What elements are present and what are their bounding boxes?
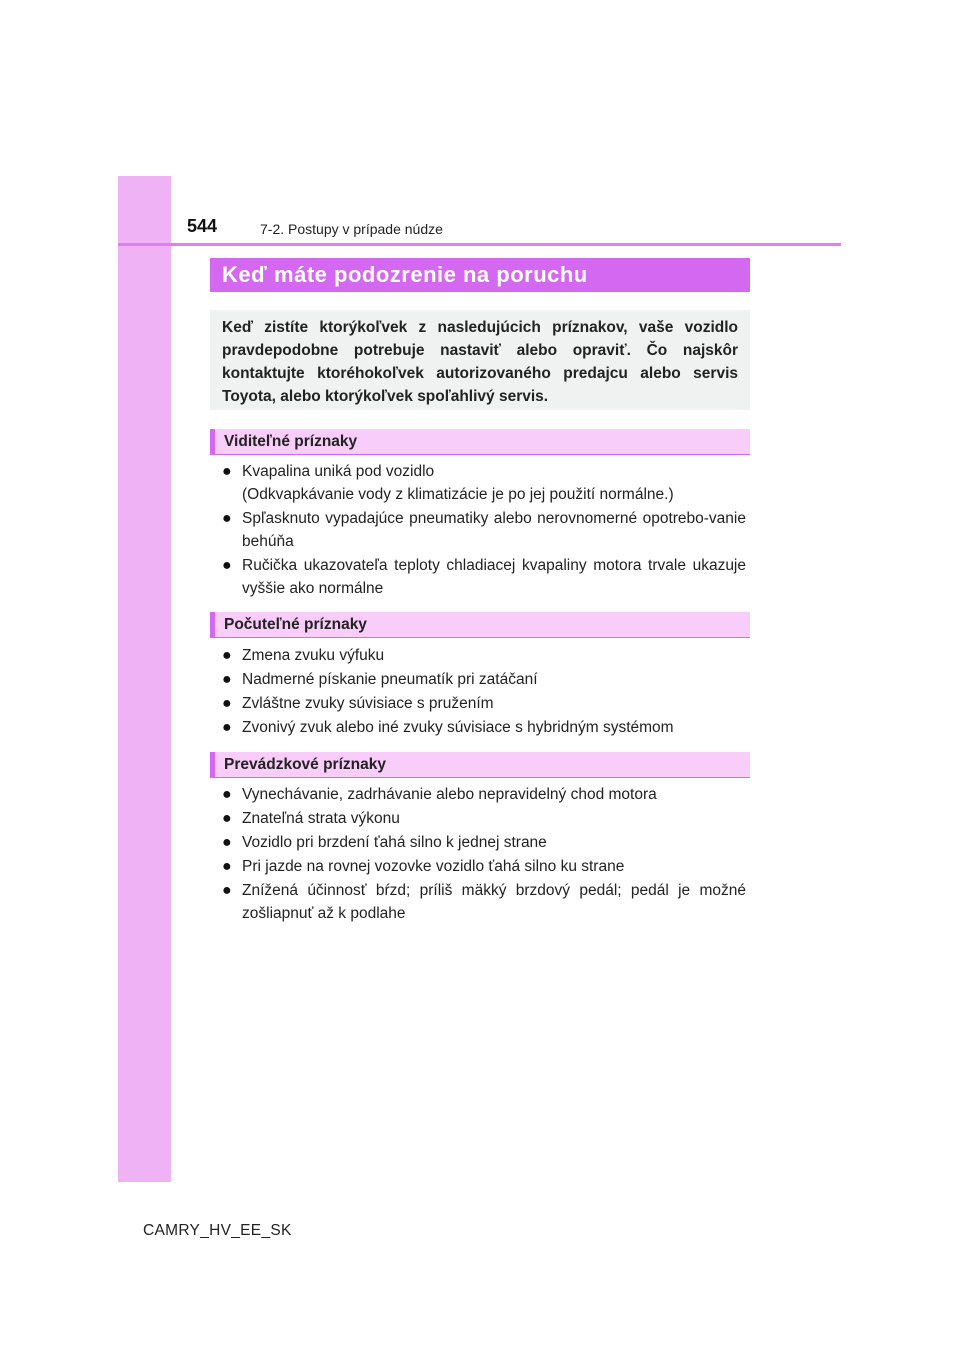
title-banner (210, 258, 750, 292)
subheader-label: Prevádzkové príznaky (224, 756, 386, 773)
bullet-icon: ● (222, 882, 232, 899)
list-item-text: Zvonivý zvuk alebo iné zvuky súvisiace s hybridným systémom (242, 719, 674, 736)
list-item-text: Vozidlo pri brzdení ťahá silno k jednej strane (242, 834, 547, 851)
list-item-text: Vynechávanie, zadrhávanie alebo nepravidelný chod motora (242, 786, 657, 803)
list-item (222, 879, 746, 925)
list-audible-symptoms (222, 644, 746, 740)
bullet-icon: ● (222, 834, 232, 851)
subheader-operational-symptoms (210, 752, 750, 778)
list-item (222, 554, 746, 600)
list-item (222, 831, 746, 854)
list-item (222, 855, 746, 878)
list-item-text: Pri jazde na rovnej vozovke vozidlo ťahá silno ku strane (242, 858, 625, 875)
list-item (222, 692, 746, 715)
section-breadcrumb: 7-2. Postupy v prípade núdze (260, 221, 443, 237)
bullet-icon: ● (222, 463, 232, 480)
subheader-visible-symptoms (210, 429, 750, 455)
list-item-text: Spľasknuto vypadajúce pneumatiky alebo nerovnomerné opotrebo-vanie behúňa (242, 510, 746, 550)
list-visible-symptoms (222, 460, 746, 601)
bullet-icon: ● (222, 719, 232, 736)
list-item (222, 783, 746, 806)
list-item (222, 644, 746, 667)
page-title: Keď máte podozrenie na poruchu (222, 262, 588, 287)
bullet-icon: ● (222, 786, 232, 803)
intro-text: Keď zistíte ktorýkoľvek z nasledujúcich príznakov, vaše vozidlo pravdepodobne potrebuje nastaviť alebo opraviť. Čo najskôr kontaktujte ktoréhokoľvek autorizovaného predajcu alebo servis Toyota, alebo ktorýkoľvek spoľahlivý servis. (222, 319, 738, 405)
header-divider (118, 243, 841, 246)
bullet-icon: ● (222, 858, 232, 875)
list-item-text: Zmena zvuku výfuku (242, 647, 385, 664)
list-item (222, 460, 746, 506)
subheader-label: Viditeľné príznaky (224, 433, 358, 450)
list-item (222, 716, 746, 739)
bullet-icon: ● (222, 671, 232, 688)
intro-box (210, 310, 750, 410)
bullet-icon: ● (222, 695, 232, 712)
list-operational-symptoms (222, 783, 746, 926)
list-item (222, 807, 746, 830)
list-item (222, 507, 746, 553)
list-item-text: Nadmerné pískanie pneumatík pri zatáčaní (242, 671, 538, 688)
bullet-icon: ● (222, 510, 232, 527)
bullet-icon: ● (222, 647, 232, 664)
page-number: 544 (187, 216, 218, 236)
subheader-label: Počuteľné príznaky (224, 616, 367, 633)
list-item (222, 668, 746, 691)
list-item-text: Zvláštne zvuky súvisiace s pružením (242, 695, 494, 712)
bullet-icon: ● (222, 557, 232, 574)
list-item-note: (Odkvapkávanie vody z klimatizácie je po jej použití normálne.) (242, 486, 674, 503)
list-item-text: Znížená účinnosť bŕzd; príliš mäkký brzdový pedál; pedál je možné zošliapnuť až k podlahe (242, 882, 746, 922)
list-item-text: Znateľná strata výkonu (242, 810, 400, 827)
list-item-text: Kvapalina uniká pod vozidlo (242, 463, 435, 480)
subheader-audible-symptoms (210, 612, 750, 638)
side-tab-strip (118, 176, 171, 1182)
list-item-text: Ručička ukazovateľa teploty chladiacej kvapaliny motora trvale ukazuje vyššie ako normálne (242, 557, 746, 597)
document-code: CAMRY_HV_EE_SK (143, 1222, 292, 1239)
bullet-icon: ● (222, 810, 232, 827)
